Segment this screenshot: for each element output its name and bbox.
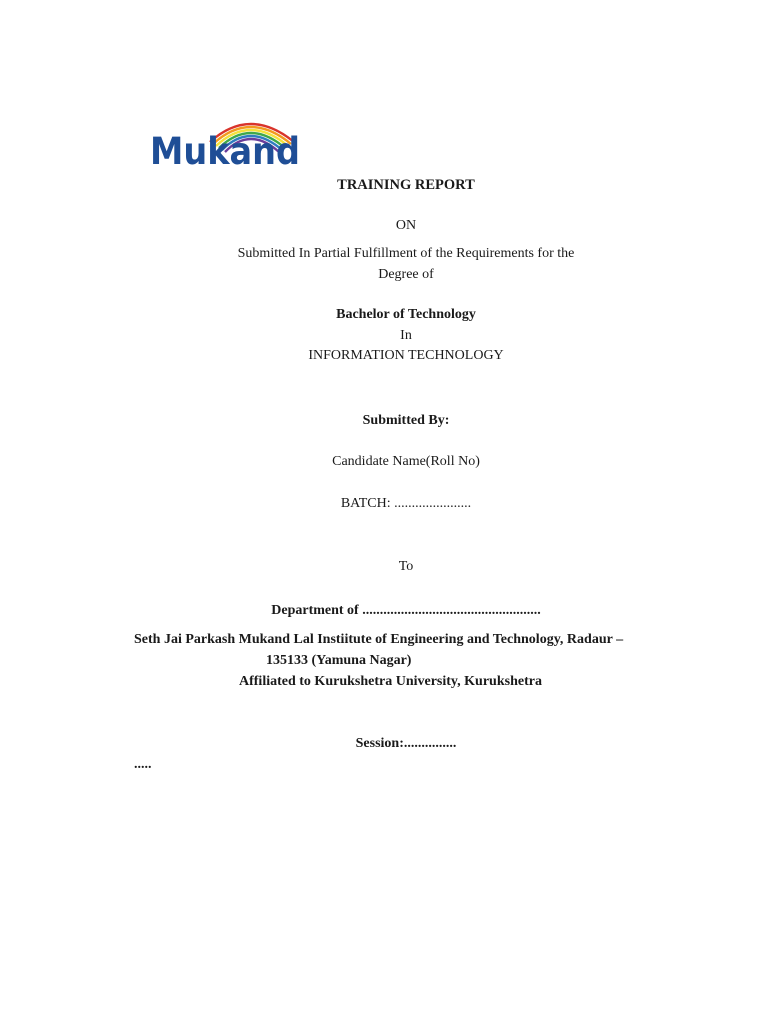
affiliation-line: Affiliated to Kurukshetra University, Kurukshetra xyxy=(239,674,542,689)
submitted-by-heading: Submitted By: xyxy=(362,413,450,428)
report-title: TRAINING REPORT xyxy=(337,177,475,193)
candidate-name: Candidate Name(Roll No) xyxy=(332,454,480,469)
on-label: ON xyxy=(395,218,417,233)
fulfillment-line-1: Submitted In Partial Fulfillment of the Requirements for the xyxy=(237,246,575,261)
institute-line-2: 135133 (Yamuna Nagar) xyxy=(266,653,412,668)
trailing-dots: ..... xyxy=(134,757,152,772)
institute-line-1: Seth Jai Parkash Mukand Lal Instiitute of Engineering and Technology, Radaur – xyxy=(134,632,624,647)
fulfillment-line-2: Degree of xyxy=(378,267,434,282)
to-label: To xyxy=(398,559,414,574)
branch-name: INFORMATION TECHNOLOGY xyxy=(308,348,504,363)
in-label: In xyxy=(400,328,412,343)
mukand-logo xyxy=(150,108,302,168)
batch-line: BATCH: ...................... xyxy=(340,496,472,511)
department-line: Department of ................................................... xyxy=(271,603,541,618)
logo-wordmark: Mukand xyxy=(150,130,300,168)
degree-name: Bachelor of Technology xyxy=(336,307,476,322)
session-line: Session:............... xyxy=(355,736,457,751)
